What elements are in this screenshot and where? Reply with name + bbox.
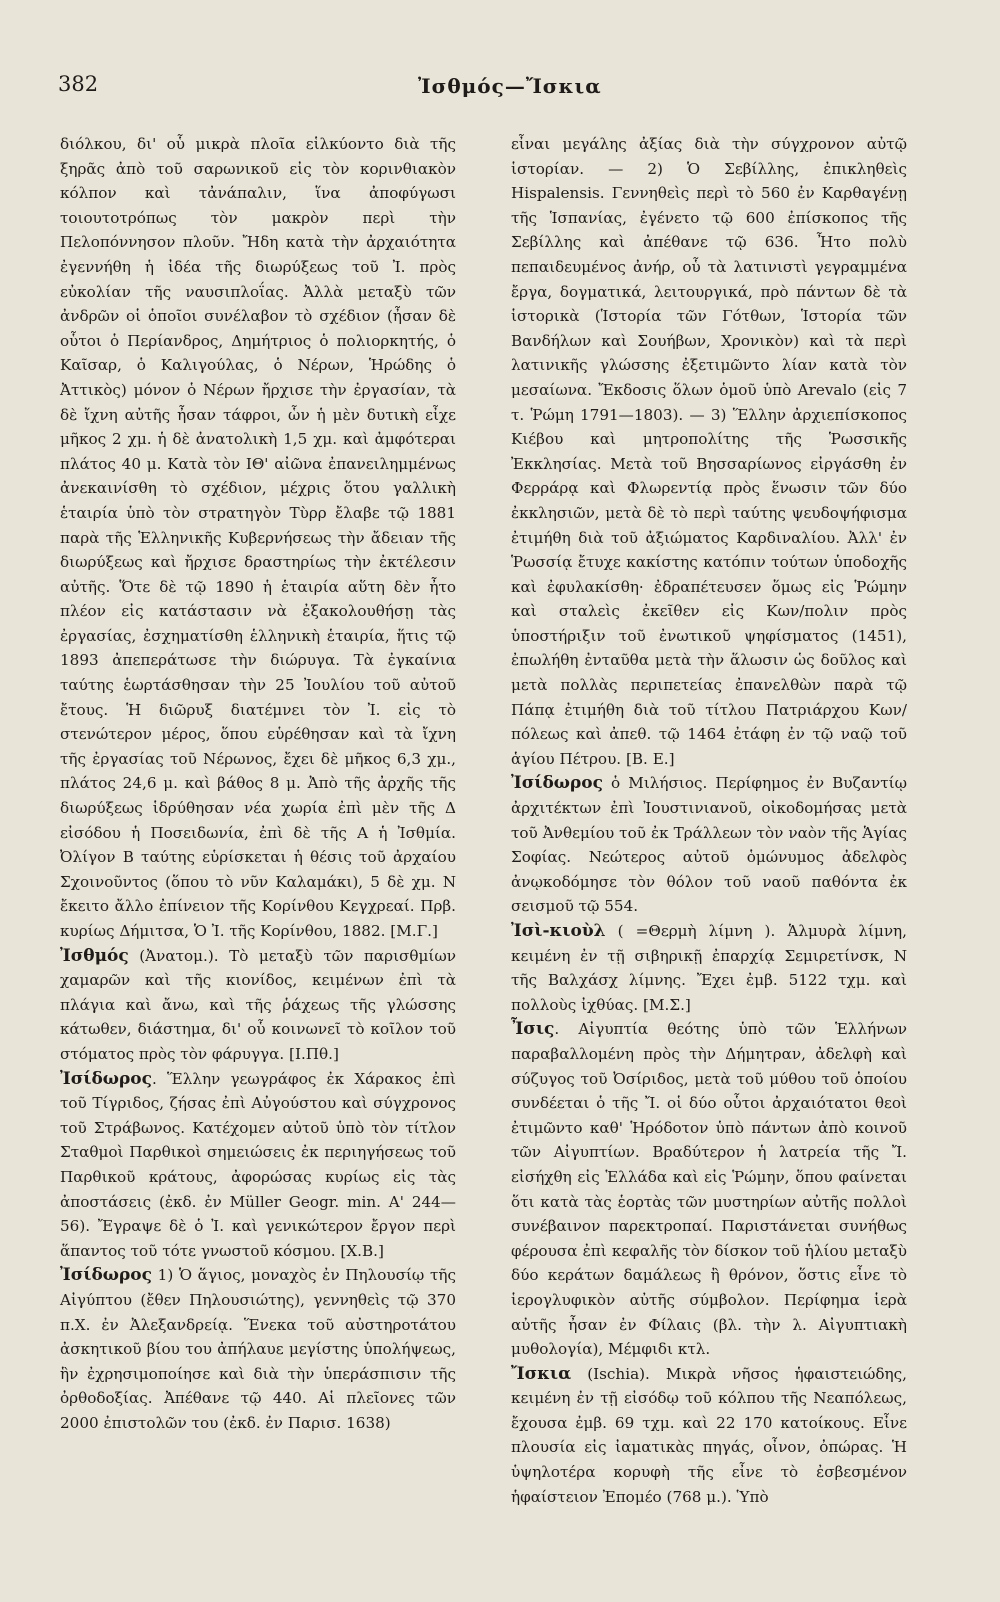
entry-text: ( =Θερμὴ λίμνη ). Ἁλμυρὰ λίμνη, κειμένη ἐν τῇ σιβηρικῇ ἐπαρχίᾳ Σεμιρετίνσκ, Ν τῆς Βαλχάσχ λίμνης. Ἔχει ἐμβ. 5122 τχμ. καὶ πολλοὺς ἰχθύας. [Μ.Σ.] [511,922,907,1014]
entry-isthmos-anatomy [60,944,456,1067]
entry-text: (Ischia). Μικρὰ νῆσος ἡφαιστειώδης, κειμένη ἐν τῇ εἰσόδῳ τοῦ κόλπου τῆς Νεαπόλεως, ἔχουσα ἐμβ. 69 τχμ. καὶ 22 170 κατοίκους. Εἶνε πλουσία εἰς ἰαματικὰς πηγάς, οἶνον, ὀπώρας. Ἡ ὑψηλοτέρα κορυφὴ τῆς εἶνε τὸ ἐσβεσμένον ἡφαίστειον Ἐπομέο (768 μ.). Ὑπὸ [511,1364,907,1506]
entry-isidoros-continued [511,132,907,771]
running-head: Ἰσθμός—Ἴσκια [418,74,602,98]
entry-isidoros-milesios [511,771,907,919]
entry-text: (Ἀνατομ.). Τὸ μεταξὺ τῶν παρισθμίων χαμαρῶν καὶ τῆς κιονίδος, κειμένων ἐπὶ τὰ πλάγια καὶ ἄνω, καὶ τῆς ῥάχεως τῆς γλώσσης κάτωθεν, διάστημα, δι' οὗ κοινωνεῖ τὸ κοῖλον τοῦ στόματος πρὸς τὸν φάρυγγα. [Ι.Πθ.] [60,946,456,1063]
headword: Ἰσὶ-κιοὺλ [511,921,606,941]
entry-text: διόλκου, δι' οὗ μικρὰ πλοῖα εἱλκύοντο διὰ τῆς ξηρᾶς ἀπὸ τοῦ σαρωνικοῦ εἰς τὸν κορινθιακὸν κόλπον καὶ τἀνάπαλιν, ἵνα ἀποφύγωσι τοιουτοτρόπως τὸν μακρὸν περὶ τὴν Πελοπόννησον πλοῦν. Ἤδη κατὰ τὴν ἀρχαιότητα ἐγεννήθη ἡ ἰδέα τῆς διωρύξεως τοῦ Ἰ. πρὸς εὐκολίαν τῆς ναυσιπλοΐας. Ἀλλὰ μεταξὺ τῶν ἀνδρῶν οἱ ὁποῖοι συνέλαβον τὸ σχέδιον (ἦσαν δὲ οὗτοι ὁ Περίανδρος, Δημήτριος ὁ πολιορκητής, ὁ Καῖσαρ, ὁ Καλιγούλας, ὁ Νέρων, Ἡρώδης ὁ Ἀττικὸς) μόνον ὁ Νέρων ἤρχισε τὴν ἐργασίαν, τὰ δὲ ἴχνη αὐτῆς ἦσαν τάφροι, ὧν ἡ μὲν δυτικὴ εἶχε μῆκος 2 χμ. ἡ δὲ ἀνατολικὴ 1,5 χμ. καὶ ἀμφότεραι πλάτος 40 μ. Κατὰ τὸν ΙΘ' αἰῶνα ἐπανειλημμένως ἀνεκαινίσθη τὸ σχέδιον, μέχρις ὅτου γαλλικὴ ἑταιρία ὑπὸ τὸν στρατηγὸν Τὺρρ ἔλαβε τῷ 1881 παρὰ τῆς Ἑλληνικῆς Κυβερνήσεως τὴν ἄδειαν τῆς διωρύξεως καὶ ἤρχισε δραστηρίως τὴν ἐκτέλεσιν αὐτῆς. Ὅτε δὲ τῷ 1890 ἡ ἑταιρία αὕτη δὲν ἦτο πλέον εἰς κατάστασιν νὰ ἐξακολουθήσῃ τὰς ἐργασίας, ἐσχηματίσθη ἑλληνικὴ ἑταιρία, ἥτις τῷ 1893 ἀπεπεράτωσε τὴν διώρυγα. Τὰ ἐγκαίνια ταύτης ἑωρτάσθησαν τὴν 25 Ἰουλίου τοῦ αὐτοῦ ἔτους. Ἡ διῶρυξ διατέμνει τὸν Ἰ. εἰς τὸ στενώτερον μέρος, ὅπου εὑρέθησαν καὶ τὰ ἴχνη τῆς ἐργασίας τοῦ Νέρωνος, ἔχει δὲ μῆκος 6,3 χμ., πλάτος 24,6 μ. καὶ βάθος 8 μ. Ἀπὸ τῆς ἀρχῆς τῆς διωρύξεως ἱδρύθησαν νέα χωρία ἐπὶ μὲν τῆς Δ εἰσόδου ἡ Ποσειδωνία, ἐπὶ δὲ τῆς Α ἡ Ἰσθμία. Ὀλίγον Β ταύτης εὑρίσκεται ἡ θέσις τοῦ ἀρχαίου Σχοινοῦντος (ὅπου τὸ νῦν Καλαμάκι), 5 δὲ χμ. Ν ἔκειτο ἄλλο ἐπίνειον τῆς Κορίνθου Κεγχρεαί. Πρβ. κυρίως Δήμιτσα, Ὁ Ἰ. τῆς Κορίνθου, 1882. [Μ.Γ.] [60,135,456,940]
headword: Ἶσις [511,1019,555,1040]
headword: Ἰσίδωρος [511,773,603,794]
headword: Ἰσίδωρος [60,1068,152,1089]
entry-isi-kioul [511,919,907,1017]
headword: Ἰσίδωρος [60,1265,152,1286]
entry-text: 1) Ὁ ἅγιος, μοναχὸς ἐν Πηλουσίῳ τῆς Αἰγύπτου (ἔθεν Πηλουσιώτης), γεννηθεὶς τῷ 370 π.Χ. ἐν Ἀλεξανδρείᾳ. Ἕνεκα τοῦ αὐστηροτάτου ἀσκητικοῦ βίου του ἀπήλαυε μεγίστης ὑπολήψεως, ἣν ἐχρησιμοποίησε καὶ διὰ τὴν ὑπεράσπισιν τῆς ὀρθοδοξίας. Ἀπέθανε τῷ 440. Αἱ πλεῖονες τῶν 2000 ἐπιστολῶν του (ἐκδ. ἐν Παρισ. 1638) [60,1266,456,1432]
entry-text: . Αἰγυπτία θεότης ὑπὸ τῶν Ἑλλήνων παραβαλλομένη πρὸς τὴν Δήμητραν, ἀδελφὴ καὶ σύζυγος τοῦ Ὀσίριδος, μετὰ τοῦ μύθου τοῦ ὁποίου συνδέεται ὁ τῆς Ἴ. οἱ δύο οὗτοι ἀρχαιότατοι θεοὶ ἐτιμῶντο καθ' Ἡρόδοτον ὑπὸ πάντων ἀπὸ κοινοῦ τῶν Αἰγυπτίων. Βραδύτερον ἡ λατρεία τῆς Ἴ. εἰσήχθη εἰς Ἑλλάδα καὶ εἰς Ῥώμην, ὅπου φαίνεται ὅτι κατὰ τὰς ἑορτὰς τῶν μυστηρίων αὐτῆς πολλοὶ συνέβαινον παρεκτροπαί. Παριστάνεται συνήθως φέρουσα ἐπὶ κεφαλῆς τὸν δίσκον τοῦ ἡλίου μεταξὺ δύο κεράτων δαμάλεως ἢ θρόνον, ὅστις εἶνε τὸ ἱερογλυφικὸν αὐτῆς σύμβολον. Περίφημα ἱερὰ αὐτῆς ἦσαν ἐν Φίλαις (βλ. τὴν λ. Αἰγυπτιακὴ μυθολογία), Μέμφιδι κτλ. [511,1020,907,1359]
entry-ischia [511,1362,907,1510]
entry-text: ὁ Μιλήσιος. Περίφημος ἐν Βυζαντίῳ ἀρχιτέκτων ἐπὶ Ἰουστινιανοῦ, οἰκοδομήσας μετὰ τοῦ Ἀνθεμίου τοῦ ἐκ Τράλλεων τὸν ναὸν τῆς Ἁγίας Σοφίας. Νεώτερος αὐτοῦ ὁμώνυμος ἀδελφὸς ἀνῳκοδόμησε τὸν θόλον τοῦ ναοῦ παθόντα ἐκ σεισμοῦ τῷ 554. [511,774,907,916]
entry-text: εἶναι μεγάλης ἀξίας διὰ τὴν σύγχρονον αὐτῷ ἱστορίαν. — 2) Ὁ Σεβίλλης, ἐπικληθεὶς Hispalensis. Γεννηθεὶς περὶ τὸ 560 ἐν Καρθαγένῃ τῆς Ἱσπανίας, ἐγένετο τῷ 600 ἐπίσκοπος τῆς Σεβίλλης καὶ ἀπέθανε τῷ 636. Ἦτο πολὺ πεπαιδευμένος ἀνήρ, οὗ τὰ λατινιστὶ γεγραμμένα ἔργα, δογματικά, λειτουργικά, πρὸ πάντων δὲ τὰ ἱστορικὰ (Ἱστορία τῶν Γότθων, Ἱστορία τῶν Βανδήλων καὶ Σουήβων, Χρονικὸν) καὶ τὰ περὶ λατινικῆς γλώσσης ἐξετιμῶντο λίαν κατὰ τὸν μεσαίωνα. Ἔκδοσις ὅλων ὁμοῦ ὑπὸ Arevalo (εἰς 7 τ. Ῥώμη 1791—1803). — 3) Ἕλλην ἀρχιεπίσκοπος Κιέβου καὶ μητροπολίτης τῆς Ῥωσσικῆς Ἐκκλησίας. Μετὰ τοῦ Βησσαρίωνος εἰργάσθη ἐν Φερράρᾳ καὶ Φλωρεντίᾳ πρὸς ἕνωσιν τῶν δύο ἐκκλησιῶν, μετὰ δὲ τὸ περὶ ταύτης ψευδοψήφισμα ἐτιμήθη διὰ τοῦ ἀξιώματος Καρδιναλίου. Ἀλλ' ἐν Ῥωσσίᾳ ἔτυχε κακίστης κατόπιν τούτων ὑποδοχῆς καὶ ἐφυλακίσθη· ἐδραπέτευσεν ὅμως εἰς Ῥώμην καὶ σταλεὶς ἐκεῖθεν εἰς Κων/πολιν πρὸς ὑποστήριξιν τοῦ ἐνωτικοῦ ψηφίσματος (1451), ἐπωλήθη ἐνταῦθα μετὰ τὴν ἅλωσιν ὡς δοῦλος καὶ μετὰ πολλὰς περιπετείας ἐπανελθὼν παρὰ τῷ Πάπᾳ ἐτιμήθη διὰ τοῦ τίτλου Πατριάρχου Κων/πόλεως καὶ ἀπεθ. τῷ 1464 ἐτάφη ἐν τῷ ναῷ τοῦ ἁγίου Πέτρου. [Β. Ε.] [511,135,907,768]
right-column [511,132,907,1509]
entry-isthmos-continued [60,132,456,944]
entry-isidoros-geographer [60,1067,456,1264]
entry-isidoros-saints [60,1263,456,1435]
entry-isis [511,1017,907,1361]
headword: Ἰσθμός [60,945,129,966]
left-column [60,132,456,1435]
page-number: 382 [58,72,99,96]
entry-text: . Ἕλλην γεωγράφος ἐκ Χάρακος ἐπὶ τοῦ Τίγριδος, ζήσας ἐπὶ Αὐγούστου καὶ σύγχρονος τοῦ Στράβωνος. Κατέχομεν αὐτοῦ ὑπὸ τὸν τίτλον Σταθμοὶ Παρθικοὶ σημειώσεις ἐκ περιηγήσεως τοῦ Παρθικοῦ κράτους, ἀφορώσας κυρίως εἰς τὰς ἀποστάσεις (ἐκδ. ἐν Müller Geogr. min. Α' 244—56). Ἔγραψε δὲ ὁ Ἰ. καὶ γενικώτερον ἔργον περὶ ἅπαντος τοῦ τότε γνωστοῦ κόσμου. [Χ.Β.] [60,1069,456,1260]
headword: Ἴσκια [511,1363,572,1384]
